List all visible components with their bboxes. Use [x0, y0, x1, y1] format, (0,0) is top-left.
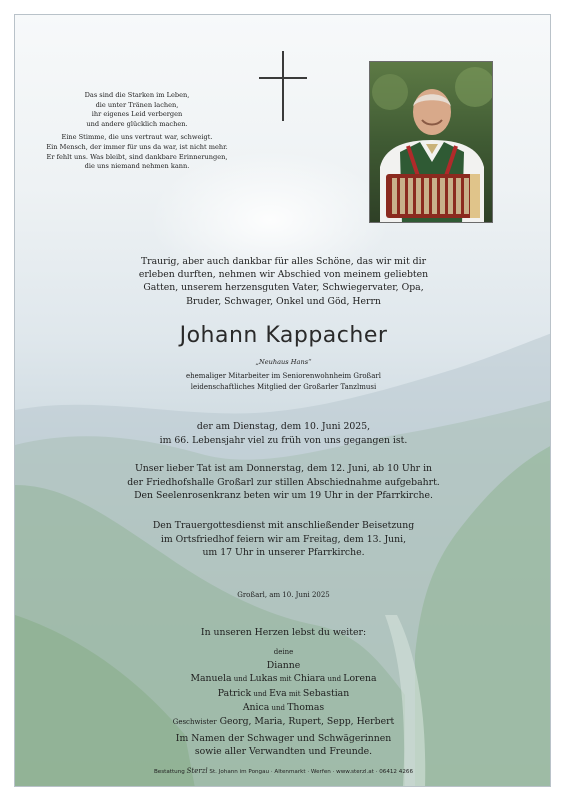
family-connector: mit — [286, 689, 303, 698]
siblings-names: Georg, Maria, Rupert, Sepp, Herbert — [219, 716, 395, 728]
family-connector: mit — [277, 675, 294, 684]
poem-line: die uns niemand nehmen kann. — [84, 162, 190, 171]
closing-line: sowie aller Verwandten und Freunde. — [194, 746, 373, 758]
farewell-line: In unseren Herzen lebst du weiter: — [200, 627, 367, 638]
family-connector: und — [251, 689, 270, 698]
poem — [37, 91, 237, 176]
family-word: Eva — [269, 687, 287, 699]
poem-line: die unter Tränen lachen, — [95, 100, 179, 109]
role-line: leidenschaftliches Mitglied der Großarler Tanzlmusi — [190, 382, 377, 391]
footer-text: St. Johann im Pongau · Altenmarkt · Werfen · www.sterzl.at · 06412 4266 — [209, 769, 414, 775]
death-notice — [41, 420, 526, 447]
funeral-home-logo: Sterzl — [186, 767, 208, 775]
roles — [41, 371, 526, 393]
closing-lines — [41, 732, 526, 758]
wife-prefix: deine — [273, 648, 294, 656]
children-line — [41, 672, 526, 686]
role-line: ehemaliger Mitarbeiter im Seniorenwohnheim Großarl — [186, 372, 381, 380]
family-connector: und — [231, 675, 250, 684]
footer-prefix: Bestattung — [153, 769, 185, 775]
wife-line — [41, 645, 526, 672]
family-connector: und — [325, 675, 344, 684]
family-word: Chiara — [293, 673, 326, 685]
wife-name: Dianne — [266, 660, 301, 672]
poem-line: Das sind die Starken im Leben, — [84, 91, 190, 99]
family-word: Manuela — [190, 673, 232, 685]
funeral-home-footer — [41, 767, 526, 775]
obituary-card — [14, 14, 551, 787]
funeral-line: um 17 Uhr in unserer Pfarrkirche. — [202, 547, 365, 559]
viewing-line: Unser lieber Tat ist am Donnerstag, dem 12. Juni, ab 10 Uhr in — [134, 463, 433, 474]
family-word: Lukas — [249, 673, 278, 685]
poem-line: und andere glücklich machen. — [86, 119, 188, 128]
death-line: im 66. Lebensjahr viel zu früh von uns gegangen ist. — [159, 434, 408, 446]
poem-line: Eine Stimme, die uns vertraut war, schweigt. — [61, 133, 213, 142]
poem-line: Ein Mensch, der immer für uns da war, ist nicht mehr. — [46, 142, 228, 151]
viewing-info — [41, 462, 526, 503]
intro-text — [41, 255, 526, 308]
deceased-name: Johann Kappacher — [179, 323, 388, 348]
family-word: Lorena — [343, 673, 377, 685]
poem-line: ihr eigenes Leid verbergen — [91, 110, 183, 119]
funeral-line: im Ortsfriedhof feiern wir am Freitag, dem 13. Juni, — [160, 533, 407, 545]
nickname: „Neuhaus Hans“ — [255, 358, 312, 366]
children-line — [41, 701, 526, 715]
family-list — [41, 645, 526, 759]
siblings-prefix: Geschwister — [172, 718, 217, 727]
family-word: Anica — [242, 701, 270, 713]
place-date: Großarl, am 10. Juni 2025 — [237, 591, 330, 599]
funeral-info — [41, 519, 526, 560]
cross-symbol — [259, 51, 307, 121]
family-connector: und — [269, 703, 288, 712]
siblings-line — [41, 715, 526, 729]
family-word: Thomas — [287, 701, 325, 713]
portrait-photo — [369, 61, 493, 223]
intro-line: erleben durften, nehmen wir Abschied von meinem geliebten — [138, 269, 429, 281]
poem-line: Er fehlt uns. Was bleibt, sind dankbare Erinnerungen, — [46, 152, 228, 161]
children-line — [41, 687, 526, 701]
intro-line: Traurig, aber auch dankbar für alles Schöne, das wir mit dir — [140, 256, 427, 267]
funeral-line: Den Trauergottesdienst mit anschließender Beisetzung — [152, 520, 415, 531]
intro-line: Gatten, unserem herzensguten Vater, Schwiegervater, Opa, — [143, 282, 424, 294]
viewing-line: der Friedhofshalle Großarl zur stillen Abschiednahme aufgebahrt. — [127, 476, 440, 488]
death-line: der am Dienstag, dem 10. Juni 2025, — [196, 421, 371, 432]
family-word: Sebastian — [302, 687, 350, 699]
closing-line: Im Namen der Schwager und Schwägerinnen — [175, 733, 392, 745]
intro-line: Bruder, Schwager, Onkel und Göd, Herrn — [186, 295, 381, 307]
family-word: Patrick — [217, 687, 252, 699]
viewing-line: Den Seelenrosenkranz beten wir um 19 Uhr in der Pfarrkirche. — [134, 490, 433, 502]
